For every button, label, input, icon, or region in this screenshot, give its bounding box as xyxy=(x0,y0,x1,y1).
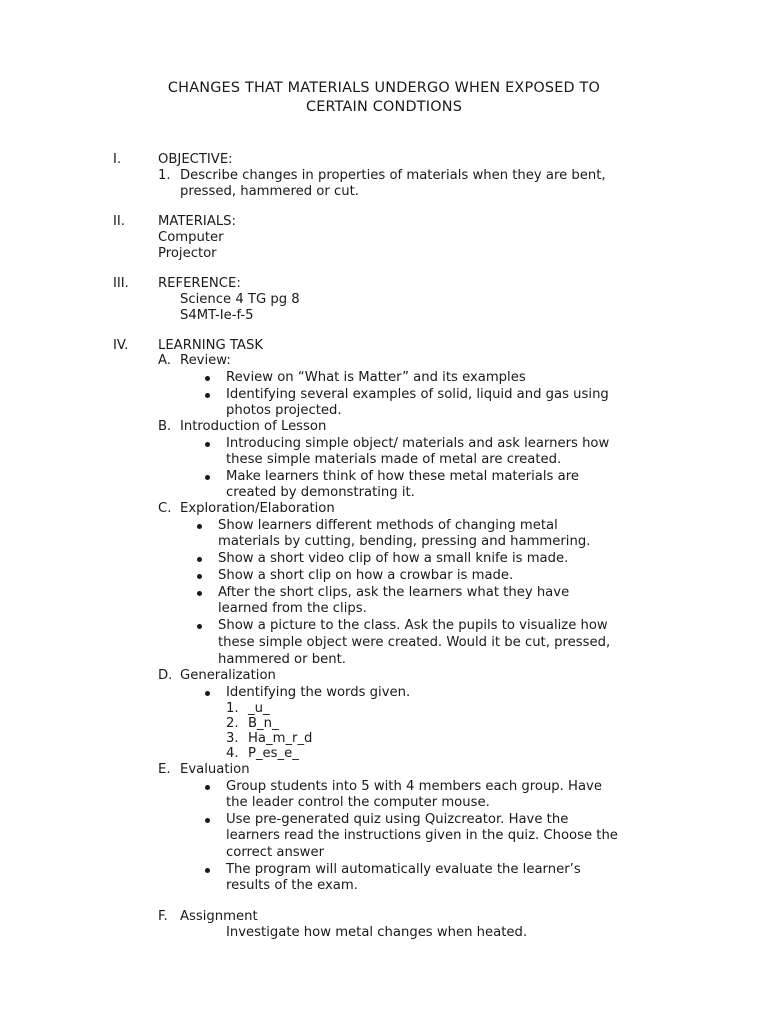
subsection-label: Evaluation xyxy=(180,762,250,777)
bullet-text: Show learners different methods of changing metal xyxy=(218,518,558,533)
bullet-text: After the short clips, ask the learners what they have xyxy=(218,585,570,600)
bullet-text: Show a short clip on how a crowbar is made. xyxy=(218,568,514,583)
word-number: 2. xyxy=(226,716,239,731)
section-numeral: I. xyxy=(113,152,122,167)
bullet-text: Introducing simple object/ materials and ask learners how xyxy=(226,436,610,451)
list-number: 1. xyxy=(158,168,171,183)
bullet-text: Use pre-generated quiz using Quizcreator. Have the xyxy=(226,812,569,827)
subsection-letter: A. xyxy=(158,353,171,368)
bullet-text: correct answer xyxy=(226,845,324,860)
title-line-1: CHANGES THAT MATERIALS UNDERGO WHEN EXPOSED TO xyxy=(167,80,601,96)
word-puzzle: B_n_ xyxy=(248,716,279,731)
word-number: 3. xyxy=(226,731,239,746)
section-heading: LEARNING TASK xyxy=(158,338,263,353)
reference-item: S4MT-Ie-f-5 xyxy=(180,308,254,323)
material-item: Projector xyxy=(158,246,217,261)
bullet-text: results of the exam. xyxy=(226,878,358,893)
subsection-letter: E. xyxy=(158,762,171,777)
subsection-letter: B. xyxy=(158,419,172,434)
title-line-2: CERTAIN CONDTIONS xyxy=(305,99,463,115)
bullet-text: materials by cutting, bending, pressing and hammering. xyxy=(218,534,591,549)
bullet-text: Identifying the words given. xyxy=(226,685,411,700)
assignment-text: Investigate how metal changes when heated. xyxy=(226,925,528,940)
objective-text: Describe changes in properties of materials when they are bent, xyxy=(180,168,606,183)
subsection-label: Assignment xyxy=(180,909,258,924)
subsection-label: Generalization xyxy=(180,668,276,683)
bullet-text: hammered or bent. xyxy=(218,652,346,667)
bullet-text: created by demonstrating it. xyxy=(226,485,415,500)
bullet-text: Show a short video clip of how a small knife is made. xyxy=(218,551,569,566)
subsection-label: Exploration/Elaboration xyxy=(180,501,335,516)
bullet-text: learned from the clips. xyxy=(218,601,367,616)
subsection-letter: D. xyxy=(158,668,173,683)
section-heading: REFERENCE: xyxy=(158,276,241,291)
word-number: 1. xyxy=(226,701,239,716)
section-heading: MATERIALS: xyxy=(158,214,236,229)
bullet-text: these simple materials made of metal are created. xyxy=(226,452,562,467)
subsection-label: Review: xyxy=(180,353,231,368)
subsection-letter: C. xyxy=(158,501,172,516)
subsection-label: Introduction of Lesson xyxy=(180,419,327,434)
bullet-text: photos projected. xyxy=(226,403,342,418)
bullet-text: Review on “What is Matter” and its examples xyxy=(226,370,526,385)
bullet-text: Identifying several examples of solid, liquid and gas using xyxy=(226,387,609,402)
word-number: 4. xyxy=(226,746,239,761)
bullet-text: the leader control the computer mouse. xyxy=(226,795,490,810)
word-puzzle: P_es_e_ xyxy=(248,746,299,761)
material-item: Computer xyxy=(158,230,224,245)
bullet-text: Group students into 5 with 4 members each group. Have xyxy=(226,779,602,794)
bullet-text: these simple object were created. Would it be cut, pressed, xyxy=(218,635,611,650)
section-numeral: III. xyxy=(113,276,129,291)
subsection-letter: F. xyxy=(158,909,168,924)
bullet-text: Show a picture to the class. Ask the pupils to visualize how xyxy=(218,618,608,633)
section-numeral: II. xyxy=(113,214,125,229)
section-numeral: IV. xyxy=(113,338,129,353)
reference-item: Science 4 TG pg 8 xyxy=(180,292,300,307)
bullet-text: learners read the instructions given in the quiz. Choose the xyxy=(226,828,618,843)
objective-text: pressed, hammered or cut. xyxy=(180,184,359,199)
word-puzzle: Ha_m_r_d xyxy=(248,731,313,746)
bullet-text: The program will automatically evaluate the learner’s xyxy=(226,862,581,877)
word-puzzle: _u_ xyxy=(248,701,270,716)
bullet-text: Make learners think of how these metal materials are xyxy=(226,469,579,484)
section-heading: OBJECTIVE: xyxy=(158,152,233,167)
document-title xyxy=(0,79,768,117)
